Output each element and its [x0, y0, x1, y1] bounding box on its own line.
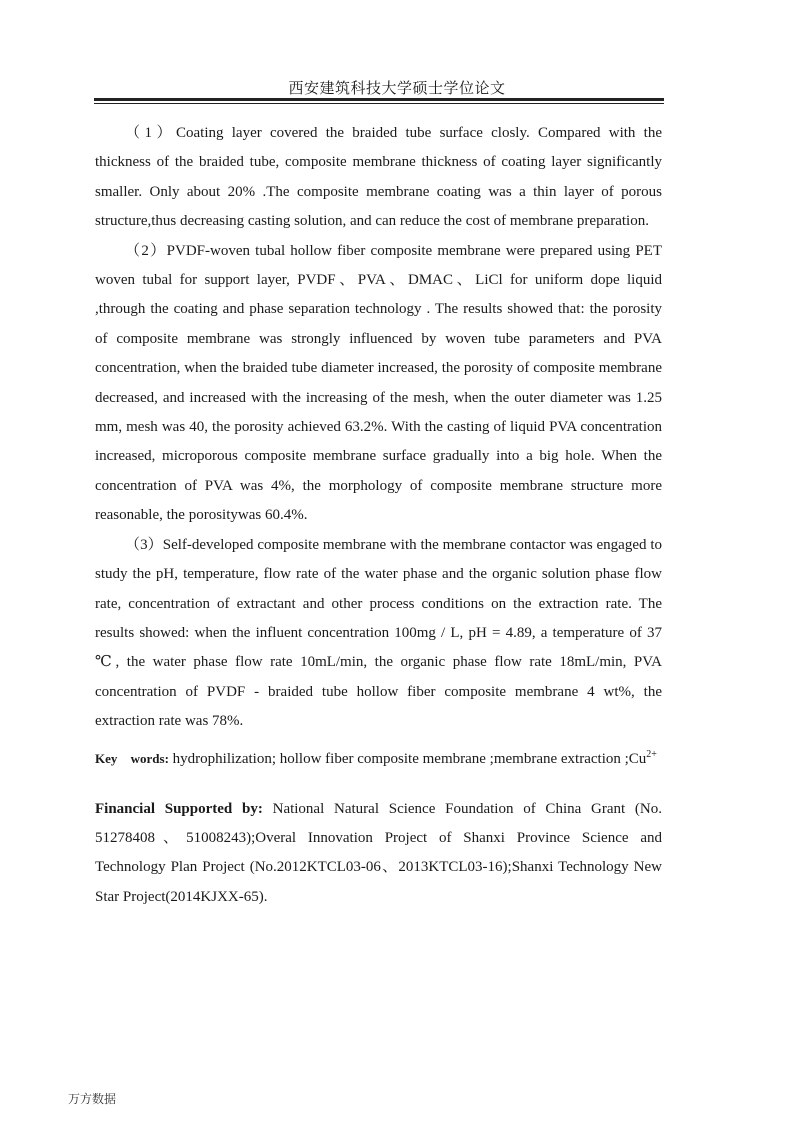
funding-label: Financial Supported by:: [95, 800, 263, 817]
running-header-title: 西安建筑科技大学硕士学位论文: [288, 81, 506, 97]
header-rule-thick: [94, 98, 664, 101]
funding-text: National Natural Science Foundation of China Grant (No. 51278408、51008243);Overal Innovation Project of Shanxi Province Science and Technology Plan Project (No.2012KTCL03-06、2013KTCL03-16);Shanxi Technology New Star Project(2014KJXX-65).: [95, 800, 662, 905]
keywords-line: [95, 745, 662, 773]
abstract-paragraph-1: （1）Coating layer covered the braided tube surface closly. Compared with the thickness of the braided tube, composite membrane thickness of coating layer significantly smaller. Only about 20% .The composite membrane coating was a thin layer of porous structure,thus decreasing casting solution, and can reduce the cost of membrane preparation.: [95, 125, 662, 230]
header-rule-thin: [94, 103, 664, 104]
keywords-label: Key words:: [95, 750, 169, 766]
keywords-text: hydrophilization; hollow fiber composite membrane ;membrane extraction ;Cu: [172, 750, 647, 767]
copper-charge-superscript: 2+: [646, 748, 657, 760]
abstract-paragraph-3: （3）Self-developed composite membrane with the membrane contactor was engaged to study the pH, temperature, flow rate of the water phase and the organic solution phase flow rate, concentration of extractant and other process conditions on the extraction rate. The results showed: when the influent concentration 100mg / L, pH = 4.89, a temperature of 37 ℃, the water phase flow rate 10mL/min, the organic phase flow rate 18mL/min, PVA concentration of PVDF - braided tube hollow fiber composite membrane 4 wt%, the extraction rate was 78%.: [95, 536, 662, 730]
footer-watermark: 万方数据: [68, 1092, 117, 1106]
abstract-body: [95, 119, 662, 912]
abstract-paragraph-2: （2）PVDF-woven tubal hollow fiber composite membrane were prepared using PET woven tubal for support layer, PVDF、PVA、DMAC、LiCl for uniform dope liquid ,through the coating and phase separation technology . The results showed that: the porosity of composite membrane was strongly influenced by woven tube parameters and PVA concentration, when the braided tube diameter increased, the porosity of composite membrane decreased, and increased with the increasing of the mesh, when the outer diameter was 1.25 mm, mesh was 40, the porosity achieved 63.2%. With the casting of liquid PVA concentration increased, microporous composite membrane surface gradually into a big hole. When the concentration of PVA was 4%, the morphology of composite membrane structure more reasonable, the porositywas 60.4%.: [95, 242, 662, 524]
funding-statement: [95, 795, 662, 913]
